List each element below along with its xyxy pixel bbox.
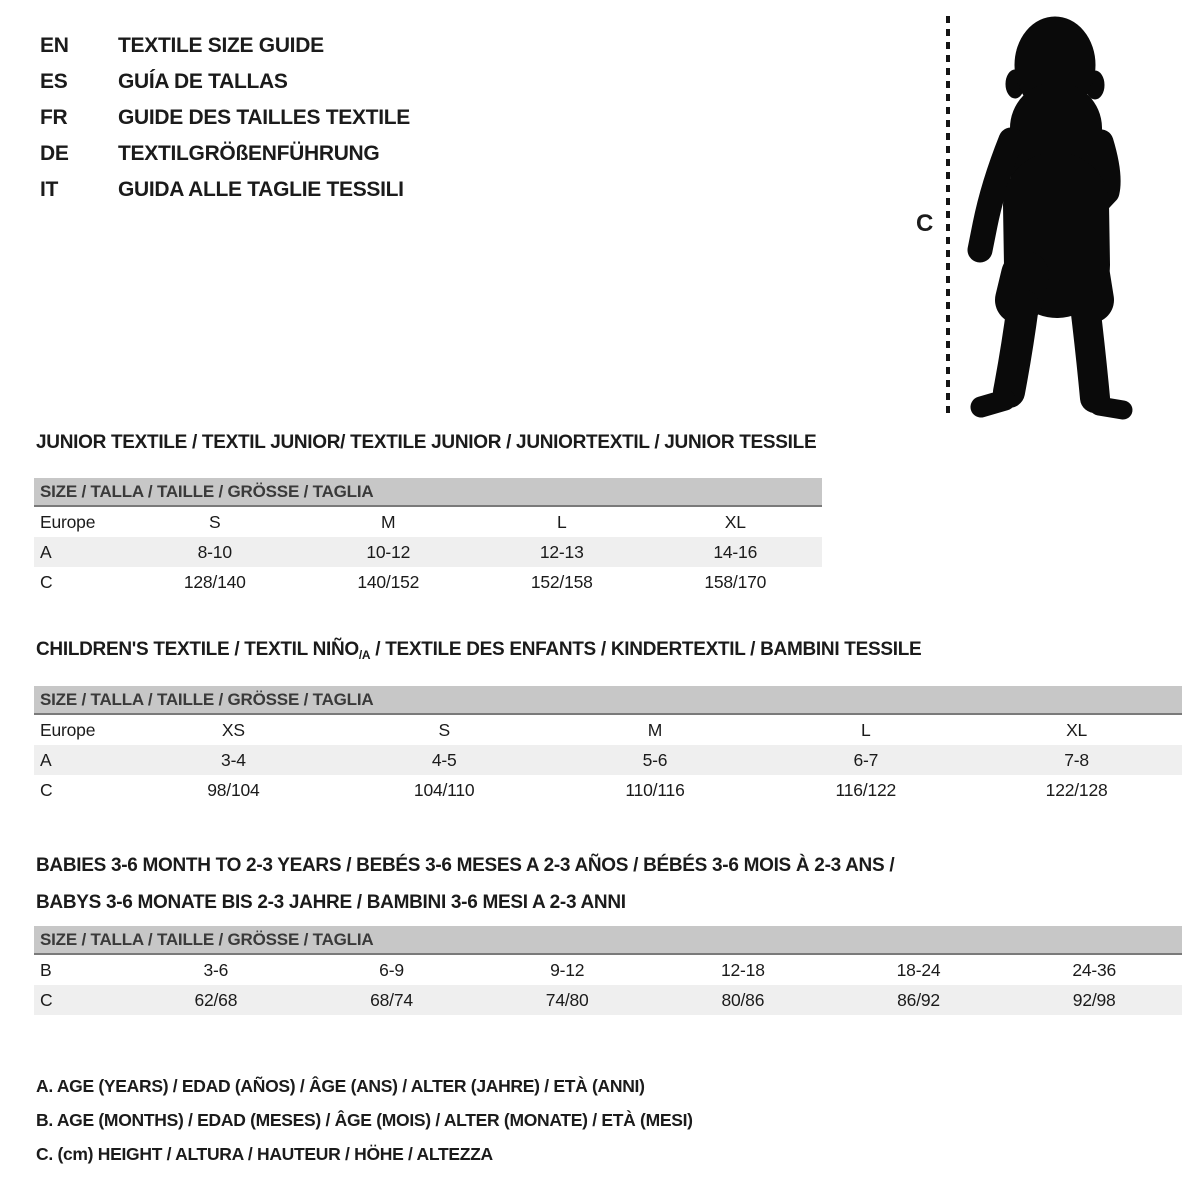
language-code: FR xyxy=(40,106,68,129)
size-cell: M xyxy=(381,511,396,532)
size-header-label: SIZE / TALLA / TAILLE / GRÖSSE / TAGLIA xyxy=(40,689,374,709)
size-cell: XS xyxy=(221,719,245,740)
table-row-age xyxy=(34,537,822,567)
age-cell: 12-13 xyxy=(539,541,584,562)
children-heading-pre: CHILDREN'S TEXTILE / TEXTIL NIÑO xyxy=(36,639,359,660)
children-size-table xyxy=(34,686,1182,805)
size-cell: L xyxy=(556,511,567,532)
guide-title: GUIDA ALLE TAGLIE TESSILI xyxy=(118,178,404,201)
language-code: EN xyxy=(40,34,69,57)
height-cell: 110/116 xyxy=(625,779,685,800)
junior-section-heading: JUNIOR TEXTILE / TEXTIL JUNIOR/ TEXTILE JUNIOR / JUNIORTEXTIL / JUNIOR TESSILE xyxy=(36,432,817,453)
height-cell: 80/86 xyxy=(721,989,765,1010)
height-cell: 152/158 xyxy=(530,571,593,592)
height-cell: 98/104 xyxy=(207,779,260,800)
table-row-height xyxy=(34,567,822,597)
table-row-europe xyxy=(34,715,1182,745)
language-code: IT xyxy=(40,178,59,201)
height-cell: 74/80 xyxy=(545,989,589,1010)
babies-heading-line1: BABIES 3-6 MONTH TO 2-3 YEARS / BEBÉS 3-6 MESES A 2-3 AÑOS / BÉBÉS 3-6 MOIS À 2-3 ANS / xyxy=(36,855,895,876)
size-header-bar xyxy=(34,478,822,507)
junior-size-table xyxy=(34,478,822,597)
height-cell: 92/98 xyxy=(1072,989,1116,1010)
language-row-es xyxy=(40,64,410,100)
months-cell: 9-12 xyxy=(550,959,585,980)
height-cell: 62/68 xyxy=(194,989,238,1010)
table-row-age xyxy=(34,745,1182,775)
babies-section-heading xyxy=(36,847,894,921)
months-cell: 3-6 xyxy=(203,959,229,980)
guide-title: GUIDE DES TAILLES TEXTILE xyxy=(118,106,410,129)
months-cell: 24-36 xyxy=(1072,959,1117,980)
table-row-europe xyxy=(34,507,822,537)
toddler-silhouette-icon xyxy=(955,10,1145,422)
table-row-height xyxy=(34,985,1182,1015)
row-label: Europe xyxy=(40,719,96,740)
children-section-heading xyxy=(36,639,921,662)
children-heading-sub: /A xyxy=(358,648,371,662)
row-label: C xyxy=(40,779,53,800)
language-row-it xyxy=(40,172,410,208)
babies-size-table xyxy=(34,926,1182,1015)
size-cell: XL xyxy=(724,511,746,532)
size-cell: L xyxy=(861,719,871,740)
size-cell: S xyxy=(209,511,221,532)
age-cell: 14-16 xyxy=(713,541,758,562)
age-cell: 4-5 xyxy=(431,749,457,770)
height-cell: 128/140 xyxy=(183,571,246,592)
guide-title: TEXTILE SIZE GUIDE xyxy=(118,34,324,57)
height-cell: 68/74 xyxy=(370,989,413,1010)
height-cell: 104/110 xyxy=(413,779,475,800)
height-cell: 116/122 xyxy=(835,779,897,800)
table-row-months xyxy=(34,955,1182,985)
language-row-en xyxy=(40,28,410,64)
language-code: DE xyxy=(40,142,69,165)
age-cell: 6-7 xyxy=(853,749,879,770)
legend-footnotes xyxy=(36,1069,693,1171)
age-cell: 3-4 xyxy=(221,749,246,770)
footnote-age-years: A. AGE (YEARS) / EDAD (AÑOS) / ÂGE (ANS) / ALTER (JAHRE) / ETÀ (ANNI) xyxy=(36,1076,645,1096)
guide-title: TEXTILGRÖßENFÜHRUNG xyxy=(118,142,380,165)
age-cell: 7-8 xyxy=(1064,749,1089,770)
size-cell: S xyxy=(438,719,450,740)
months-cell: 12-18 xyxy=(720,959,765,980)
row-label: Europe xyxy=(40,511,96,532)
row-label: A xyxy=(40,749,52,770)
size-header-bar xyxy=(34,926,1182,955)
children-heading-post: / TEXTILE DES ENFANTS / KINDERTEXTIL / BAMBINI TESSILE xyxy=(370,639,922,660)
height-cell: 158/170 xyxy=(704,571,767,592)
height-dashed-line xyxy=(946,16,950,414)
months-cell: 6-9 xyxy=(379,959,404,980)
guide-title: GUÍA DE TALLAS xyxy=(118,70,288,93)
row-label: B xyxy=(40,959,52,980)
height-cell: 140/152 xyxy=(357,571,420,592)
table-row-height xyxy=(34,775,1182,805)
age-cell: 5-6 xyxy=(642,749,668,770)
age-cell: 10-12 xyxy=(366,541,411,562)
row-label: A xyxy=(40,541,52,562)
language-row-fr xyxy=(40,100,410,136)
language-code: ES xyxy=(40,70,68,93)
row-label: C xyxy=(40,989,53,1010)
height-cell: 86/92 xyxy=(897,989,940,1010)
size-header-bar xyxy=(34,686,1182,715)
language-title-list xyxy=(40,28,410,208)
height-cell: 122/128 xyxy=(1045,779,1108,800)
size-cell: M xyxy=(647,719,663,740)
age-cell: 8-10 xyxy=(197,541,232,562)
size-header-label: SIZE / TALLA / TAILLE / GRÖSSE / TAGLIA xyxy=(40,481,374,501)
size-cell: XL xyxy=(1066,719,1088,740)
language-row-de xyxy=(40,136,410,172)
row-label: C xyxy=(40,571,53,592)
size-header-label: SIZE / TALLA / TAILLE / GRÖSSE / TAGLIA xyxy=(40,929,374,949)
footnote-height-cm: C. (cm) HEIGHT / ALTURA / HAUTEUR / HÖHE / ALTEZZA xyxy=(36,1144,493,1164)
months-cell: 18-24 xyxy=(896,959,941,980)
babies-heading-line2: BABYS 3-6 MONATE BIS 2-3 JAHRE / BAMBINI 3-6 MESI A 2-3 ANNI xyxy=(36,892,626,913)
footnote-age-months: B. AGE (MONTHS) / EDAD (MESES) / ÂGE (MOIS) / ALTER (MONATE) / ETÀ (MESI) xyxy=(36,1110,693,1130)
height-measure-label: C xyxy=(916,210,934,237)
